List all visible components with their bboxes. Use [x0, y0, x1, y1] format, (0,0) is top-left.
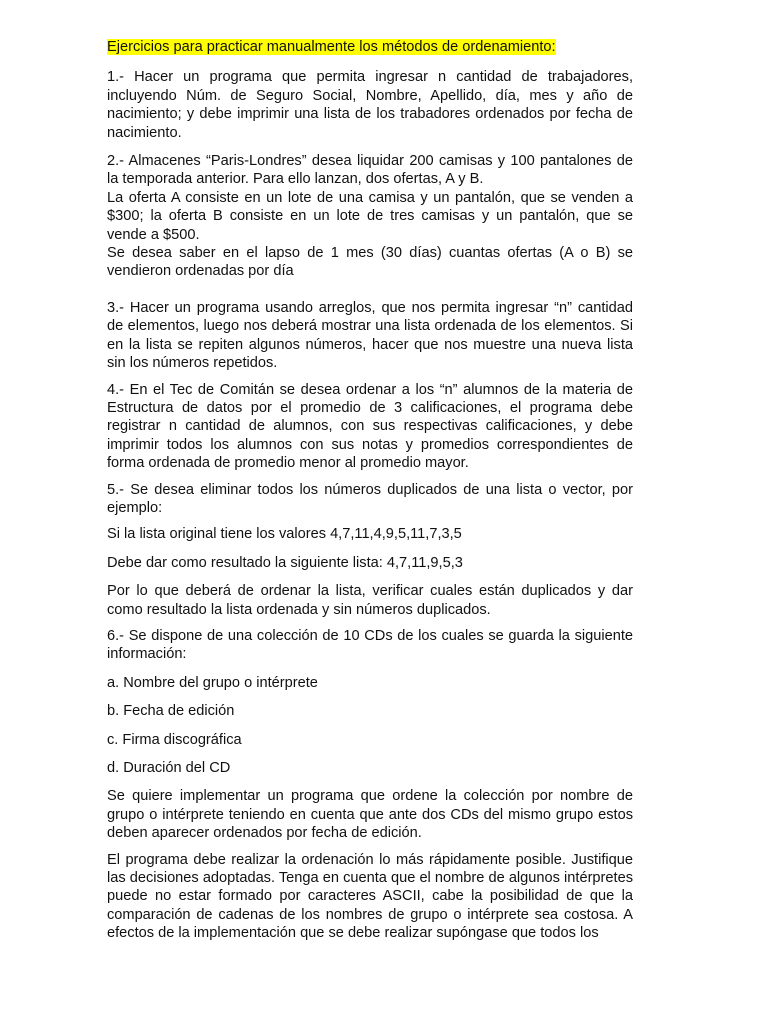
exercise-6-item-a: a. Nombre del grupo o intérprete	[107, 674, 318, 691]
exercise-3: 3.- Hacer un programa usando arreglos, que nos permita ingresar “n” cantidad de elementos, luego nos deberá mostrar una lista ordenada de los elementos. Si en la lista se repiten algunos números, hacer que nos muestre una nueva lista sin los números repetidos.	[107, 299, 633, 372]
exercise-2-offers: La oferta A consiste en un lote de una camisa y un pantalón, que se venden a $300; la oferta B consiste en un lote de tres camisas y un pantalón, que se vende a $500.	[107, 189, 633, 243]
document-page	[107, 38, 633, 943]
exercise-4: 4.- En el Tec de Comitán se desea ordenar a los “n” alumnos de la materia de Estructura de datos por el promedio de 3 calificaciones, el programa debe registrar n cantidad de alumnos, con sus respectivas calificaciones, y debe imprimir todos los alumnos con sus notas y promedios correspondientes de forma ordenada de promedio menor al promedio mayor.	[107, 381, 633, 472]
exercise-1: 1.- Hacer un programa que permita ingresar n cantidad de trabajadores, incluyendo Núm. de Seguro Social, Nombre, Apellido, día, mes y año de nacimiento; y debe imprimir una lista de los trabadores ordenados por fecha de nacimiento.	[107, 69, 633, 141]
exercise-6-paragraph-1: Se quiere implementar un programa que ordene la colección por nombre de grupo o intérprete teniendo en cuenta que ante dos CDs del mismo grupo estos deben aparecer ordenados por fecha de edición.	[107, 788, 633, 842]
exercise-2-intro: 2.- Almacenes “Paris-Londres” desea liquidar 200 camisas y 100 pantalones de la temporada anterior. Para ello lanzan, dos ofertas, A y B.	[107, 153, 633, 188]
exercise-6: 6.- Se dispone de una colección de 10 CDs de los cuales se guarda la siguiente información:	[107, 627, 633, 663]
exercise-5-note: Por lo que deberá de ordenar la lista, verificar cuales están duplicados y dar como resultado la lista ordenada y sin números duplicados.	[107, 583, 633, 618]
exercise-6-item-c: c. Firma discográfica	[107, 731, 242, 748]
exercise-2-question: Se desea saber en el lapso de 1 mes (30 días) cuantas ofertas (A o B) se vendieron ordenadas por día	[107, 245, 633, 280]
document-title	[107, 38, 633, 56]
exercise-6-item-b: b. Fecha de edición	[107, 703, 235, 720]
exercise-5: 5.- Se desea eliminar todos los números duplicados de una lista o vector, por ejemplo:	[107, 481, 633, 516]
exercise-6-paragraph-2: El programa debe realizar la ordenación lo más rápidamente posible. Justifique las decisiones adoptadas. Tenga en cuenta que el nombre de algunos intérpretes puede no estar formado por caracteres ASCII, cabe la posibilidad de que la comparación de cadenas de los nombres de grupo o intérprete sea costosa. A efectos de la implementación que se debe realizar supóngase que todos los	[107, 851, 633, 942]
exercise-5-result-list: Debe dar como resultado la siguiente lista: 4,7,11,9,5,3	[107, 554, 463, 571]
title-highlight: Ejercicios para practicar manualmente los métodos de ordenamiento:	[107, 39, 556, 55]
exercise-5-original-list: Si la lista original tiene los valores 4,7,11,4,9,5,11,7,3,5	[107, 526, 462, 543]
exercise-6-item-d: d. Duración del CD	[107, 760, 231, 776]
